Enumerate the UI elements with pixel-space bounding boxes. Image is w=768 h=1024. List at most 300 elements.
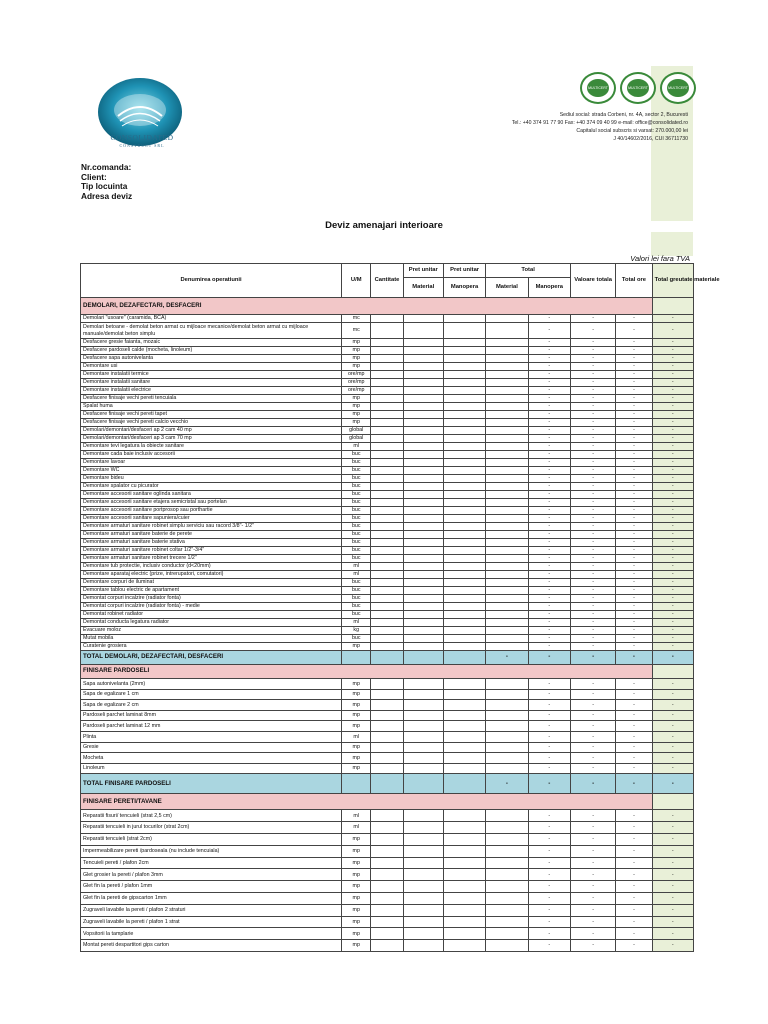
section-total-label: TOTAL DEMOLARI, DEZAFECTARI, DESFACERI [81, 651, 342, 665]
unit-price-labor-cell [443, 679, 485, 690]
total-value-cell: - [570, 587, 615, 595]
unit-price-labor-cell [443, 515, 485, 523]
total-value-cell: - [570, 619, 615, 627]
total-material-cell [486, 371, 528, 379]
operation-name: Demolari/demontari/desfaceri ap 2 cam 40 mp [81, 427, 342, 435]
unit-price-labor-cell [443, 710, 485, 721]
total-material-cell [486, 395, 528, 403]
section-total-row [81, 774, 694, 794]
unit-price-labor-cell [443, 651, 485, 665]
total-labor-cell: - [528, 523, 570, 531]
weight-cell: - [652, 940, 693, 952]
total-material-cell [486, 763, 528, 774]
qty-cell [371, 763, 403, 774]
table-row [81, 579, 694, 587]
unit-price-material-cell [403, 928, 443, 940]
unit-price-material-cell [403, 763, 443, 774]
unit-cell: mp [342, 339, 371, 347]
total-labor-cell: - [528, 845, 570, 857]
total-value-cell: - [570, 347, 615, 355]
total-hours-cell: - [616, 515, 652, 523]
total-labor-cell: - [528, 547, 570, 555]
unit-price-material-cell [403, 507, 443, 515]
qty-cell [371, 710, 403, 721]
qty-cell [371, 387, 403, 395]
total-material-cell [486, 363, 528, 371]
unit-cell: mp [342, 892, 371, 904]
table-row [81, 689, 694, 700]
col-material-header: Material [403, 278, 443, 298]
total-hours-cell: - [616, 483, 652, 491]
total-material-cell [486, 451, 528, 459]
operation-name: Zugraveli lavabile la pereti / plafon 1 strat [81, 916, 342, 928]
total-value-cell: - [570, 579, 615, 587]
unit-price-labor-cell [443, 742, 485, 753]
unit-price-labor-cell [443, 619, 485, 627]
operation-name: Glet grosier la pereti / plafon 3mm [81, 869, 342, 881]
qty-cell [371, 347, 403, 355]
unit-cell: mp [342, 753, 371, 764]
total-labor-cell: - [528, 467, 570, 475]
qty-cell [371, 651, 403, 665]
unit-price-material-cell [403, 651, 443, 665]
operation-name: Sapa de egalizare 1 cm [81, 689, 342, 700]
unit-price-labor-cell [443, 627, 485, 635]
estimate-table [80, 263, 720, 952]
unit-price-material-cell [403, 467, 443, 475]
total-hours-cell: - [616, 427, 652, 435]
unit-price-material-cell [403, 700, 443, 711]
table-row [81, 643, 694, 651]
operation-name: Pardoseli parchet laminat 8mm [81, 710, 342, 721]
total-value-cell: - [570, 810, 615, 822]
total-hours-cell: - [616, 916, 652, 928]
total-hours-cell: - [616, 595, 652, 603]
qty-cell [371, 774, 403, 794]
operation-name: Mutat mobila [81, 635, 342, 643]
operation-name: Demontare instalatii electrice [81, 387, 342, 395]
table-row [81, 459, 694, 467]
table-row [81, 515, 694, 523]
operation-name: Demontare accesorii sanitare etajera semicristal sau portelan [81, 499, 342, 507]
weight-cell: - [652, 627, 693, 635]
total-labor-cell: - [528, 555, 570, 563]
total-value-cell: - [570, 379, 615, 387]
unit-cell: global [342, 435, 371, 443]
total-hours-cell: - [616, 347, 652, 355]
total-hours-cell: - [616, 339, 652, 347]
operation-name: Demolari betoane - demolat beton armat cu mijloace mecanice/demolat beton armat cu mijloace manuale/demolat beton simplu [81, 323, 342, 339]
total-value-cell: - [570, 627, 615, 635]
total-value-cell: - [570, 651, 615, 665]
operation-name: Demontare instalatii termice [81, 371, 342, 379]
operation-name: Tencuieli pereti / plafon 2cm [81, 857, 342, 869]
unit-price-material-cell [403, 679, 443, 690]
operation-name: Demontare spalator cu picurator [81, 483, 342, 491]
total-labor-cell: - [528, 595, 570, 603]
unit-price-material-cell [403, 435, 443, 443]
unit-price-labor-cell [443, 523, 485, 531]
unit-price-material-cell [403, 547, 443, 555]
total-hours-cell: - [616, 571, 652, 579]
weight-cell: - [652, 347, 693, 355]
unit-cell: mp [342, 742, 371, 753]
unit-price-material-cell [403, 869, 443, 881]
table-row [81, 928, 694, 940]
unit-price-labor-cell [443, 443, 485, 451]
table-row [81, 547, 694, 555]
operation-name: Demontare lavoar [81, 459, 342, 467]
total-labor-cell: - [528, 689, 570, 700]
unit-price-labor-cell [443, 339, 485, 347]
table-row [81, 881, 694, 893]
total-material-cell [486, 515, 528, 523]
total-hours-cell: - [616, 355, 652, 363]
unit-price-material-cell [403, 563, 443, 571]
unit-price-material-cell [403, 635, 443, 643]
total-value-cell: - [570, 679, 615, 690]
total-value-cell: - [570, 507, 615, 515]
table-row [81, 627, 694, 635]
section-title: FINISARE PERETI/TAVANE [81, 794, 653, 810]
unit-cell: mp [342, 721, 371, 732]
total-hours-cell: - [616, 845, 652, 857]
unit-price-material-cell [403, 403, 443, 411]
qty-cell [371, 563, 403, 571]
table-row [81, 857, 694, 869]
col-material-total-header: Material [486, 278, 528, 298]
weight-cell: - [652, 499, 693, 507]
operation-name: Demontare accesorii sanitare oglinda sanitara [81, 491, 342, 499]
weight-cell: - [652, 731, 693, 742]
qty-cell [371, 355, 403, 363]
weight-cell: - [652, 355, 693, 363]
unit-price-material-cell [403, 731, 443, 742]
operation-name: Demontare accesorii sanitare sapuniera/cuier [81, 515, 342, 523]
total-hours-cell: - [616, 810, 652, 822]
unit-price-labor-cell [443, 539, 485, 547]
operation-name: Demontat corpuri incalzire (radiator fonta) - medie [81, 603, 342, 611]
total-material-cell [486, 845, 528, 857]
operation-name: Demontare tub protectie, inclusiv conductor (d<20mm) [81, 563, 342, 571]
unit-cell: mp [342, 881, 371, 893]
total-hours-cell: - [616, 881, 652, 893]
unit-price-labor-cell [443, 451, 485, 459]
total-hours-cell: - [616, 395, 652, 403]
total-hours-cell: - [616, 857, 652, 869]
total-material-cell [486, 427, 528, 435]
total-value-cell: - [570, 355, 615, 363]
total-hours-cell: - [616, 833, 652, 845]
unit-price-material-cell [403, 427, 443, 435]
total-material-cell [486, 679, 528, 690]
total-labor-cell: - [528, 323, 570, 339]
qty-cell [371, 363, 403, 371]
total-material-cell: - [486, 651, 528, 665]
weight-cell: - [652, 435, 693, 443]
total-material-cell [486, 822, 528, 834]
weight-cell: - [652, 763, 693, 774]
unit-cell: buc [342, 475, 371, 483]
client-info [81, 163, 132, 201]
operation-name: Demontare instalatii sanitare [81, 379, 342, 387]
total-material-cell [486, 355, 528, 363]
unit-price-material-cell [403, 363, 443, 371]
table-row [81, 323, 694, 339]
total-value-cell: - [570, 435, 615, 443]
total-value-cell: - [570, 571, 615, 579]
total-material-cell [486, 742, 528, 753]
unit-cell: global [342, 427, 371, 435]
total-value-cell: - [570, 857, 615, 869]
total-labor-cell: - [528, 643, 570, 651]
qty-cell [371, 753, 403, 764]
qty-cell [371, 435, 403, 443]
unit-cell: mp [342, 763, 371, 774]
weight-cell: - [652, 845, 693, 857]
section-total-label: TOTAL FINISARE PARDOSELI [81, 774, 342, 794]
qty-cell [371, 459, 403, 467]
unit-price-material-cell [403, 371, 443, 379]
total-material-cell [486, 579, 528, 587]
qty-cell [371, 499, 403, 507]
weight-cell: - [652, 555, 693, 563]
total-labor-cell: - [528, 833, 570, 845]
col-um-header: U/M [342, 264, 371, 298]
total-material-cell [486, 700, 528, 711]
qty-cell [371, 881, 403, 893]
unit-price-material-cell [403, 595, 443, 603]
unit-price-material-cell [403, 419, 443, 427]
weight-cell: - [652, 491, 693, 499]
unit-cell: buc [342, 507, 371, 515]
total-hours-cell: - [616, 523, 652, 531]
unit-price-material-cell [403, 822, 443, 834]
total-hours-cell: - [616, 619, 652, 627]
total-value-cell: - [570, 459, 615, 467]
total-hours-cell: - [616, 763, 652, 774]
operation-name: Evacuare moloz [81, 627, 342, 635]
unit-price-labor-cell [443, 869, 485, 881]
total-material-cell [486, 459, 528, 467]
weight-cell: - [652, 742, 693, 753]
unit-price-labor-cell [443, 323, 485, 339]
total-labor-cell: - [528, 742, 570, 753]
total-material-cell [486, 603, 528, 611]
total-value-cell: - [570, 603, 615, 611]
unit-cell: ml [342, 571, 371, 579]
qty-cell [371, 411, 403, 419]
unit-price-material-cell [403, 579, 443, 587]
weight-cell: - [652, 587, 693, 595]
operation-name: Zugraveli lavabile la pereti / plafon 2 straturi [81, 904, 342, 916]
total-value-cell: - [570, 395, 615, 403]
total-hours-cell: - [616, 363, 652, 371]
qty-cell [371, 515, 403, 523]
unit-cell: buc [342, 579, 371, 587]
estimate-address-label: Adresa deviz [81, 190, 133, 201]
total-value-cell: - [570, 539, 615, 547]
total-hours-cell: - [616, 315, 652, 323]
total-hours-cell: - [616, 411, 652, 419]
total-value-cell: - [570, 499, 615, 507]
total-labor-cell: - [528, 603, 570, 611]
col-total-hours-header: Total ore [616, 264, 652, 298]
qty-cell [371, 689, 403, 700]
weight-cell: - [652, 928, 693, 940]
total-value-cell: - [570, 403, 615, 411]
total-value-cell: - [570, 774, 615, 794]
unit-price-labor-cell [443, 833, 485, 845]
total-hours-cell: - [616, 435, 652, 443]
unit-price-material-cell [403, 387, 443, 395]
qty-cell [371, 869, 403, 881]
qty-cell [371, 810, 403, 822]
unit-cell: ml [342, 619, 371, 627]
currency-note: Valori lei fara TVA [630, 254, 690, 263]
table-row [81, 822, 694, 834]
operation-name: Demontare bideu [81, 475, 342, 483]
total-hours-cell: - [616, 611, 652, 619]
weight-cell: - [652, 443, 693, 451]
qty-cell [371, 491, 403, 499]
unit-cell: ore/mp [342, 387, 371, 395]
total-labor-cell: - [528, 881, 570, 893]
total-material-cell [486, 499, 528, 507]
unit-price-labor-cell [443, 689, 485, 700]
qty-cell [371, 483, 403, 491]
col-labor-total-header: Manopera [528, 278, 570, 298]
weight-cell: - [652, 603, 693, 611]
total-value-cell: - [570, 419, 615, 427]
total-labor-cell: - [528, 355, 570, 363]
total-labor-cell: - [528, 822, 570, 834]
section-header-row [81, 298, 694, 315]
total-hours-cell: - [616, 731, 652, 742]
table-row [81, 523, 694, 531]
weight-cell: - [652, 523, 693, 531]
total-labor-cell: - [528, 904, 570, 916]
total-hours-cell: - [616, 587, 652, 595]
total-value-cell: - [570, 523, 615, 531]
total-value-cell: - [570, 371, 615, 379]
weight-cell: - [652, 833, 693, 845]
total-value-cell: - [570, 822, 615, 834]
unit-price-material-cell [403, 810, 443, 822]
total-value-cell: - [570, 904, 615, 916]
total-value-cell: - [570, 845, 615, 857]
weight-cell: - [652, 904, 693, 916]
qty-cell [371, 427, 403, 435]
total-hours-cell: - [616, 710, 652, 721]
qty-cell [371, 579, 403, 587]
unit-price-labor-cell [443, 427, 485, 435]
total-value-cell: - [570, 531, 615, 539]
qty-cell [371, 857, 403, 869]
unit-price-labor-cell [443, 635, 485, 643]
table-row [81, 563, 694, 571]
total-labor-cell: - [528, 483, 570, 491]
unit-price-labor-cell [443, 387, 485, 395]
unit-price-material-cell [403, 475, 443, 483]
total-value-cell: - [570, 563, 615, 571]
total-labor-cell: - [528, 539, 570, 547]
weight-cell: - [652, 483, 693, 491]
operation-name: Desfacere finisaje vechi pereti tapet [81, 411, 342, 419]
total-labor-cell: - [528, 395, 570, 403]
weight-cell: - [652, 679, 693, 690]
total-value-cell: - [570, 323, 615, 339]
weight-cell: - [652, 700, 693, 711]
table-row [81, 742, 694, 753]
qty-cell [371, 371, 403, 379]
total-value-cell: - [570, 611, 615, 619]
total-labor-cell: - [528, 627, 570, 635]
table-row [81, 355, 694, 363]
section-total-row [81, 651, 694, 665]
operation-name: Desfacere finisaje vechi pereti calcio vecchio [81, 419, 342, 427]
certification-badge-icon: MULTICERT [580, 72, 616, 104]
unit-cell: buc [342, 611, 371, 619]
table-row [81, 507, 694, 515]
total-value-cell: - [570, 555, 615, 563]
unit-price-labor-cell [443, 363, 485, 371]
weight-cell: - [652, 611, 693, 619]
total-labor-cell: - [528, 563, 570, 571]
unit-cell: buc [342, 587, 371, 595]
unit-price-material-cell [403, 411, 443, 419]
operation-name: Mocheta [81, 753, 342, 764]
header-accent-band-lower [651, 232, 693, 256]
total-value-cell: - [570, 689, 615, 700]
unit-cell: buc [342, 555, 371, 563]
certification-badge-icon: MULTICERT [660, 72, 696, 104]
table-row [81, 869, 694, 881]
unit-price-labor-cell [443, 940, 485, 952]
weight-cell: - [652, 451, 693, 459]
total-hours-cell: - [616, 379, 652, 387]
total-material-cell [486, 833, 528, 845]
qty-cell [371, 419, 403, 427]
total-labor-cell: - [528, 679, 570, 690]
table-row [81, 753, 694, 764]
unit-price-material-cell [403, 881, 443, 893]
unit-price-labor-cell [443, 822, 485, 834]
unit-price-material-cell [403, 603, 443, 611]
weight-cell: - [652, 857, 693, 869]
unit-cell: mp [342, 833, 371, 845]
table-row [81, 555, 694, 563]
total-hours-cell: - [616, 651, 652, 665]
unit-price-labor-cell [443, 379, 485, 387]
total-labor-cell: - [528, 857, 570, 869]
unit-cell: mp [342, 355, 371, 363]
total-material-cell [486, 940, 528, 952]
total-value-cell: - [570, 387, 615, 395]
unit-cell: ml [342, 443, 371, 451]
total-material-cell [486, 731, 528, 742]
total-hours-cell: - [616, 679, 652, 690]
unit-cell: mp [342, 643, 371, 651]
weight-cell: - [652, 753, 693, 764]
weight-cell: - [652, 595, 693, 603]
total-labor-cell: - [528, 531, 570, 539]
total-value-cell: - [570, 763, 615, 774]
table-row [81, 603, 694, 611]
total-material-cell [486, 627, 528, 635]
operation-name: Demolari/demontari/desfaceri ap 3 cam 70 mp [81, 435, 342, 443]
weight-cell: - [652, 315, 693, 323]
